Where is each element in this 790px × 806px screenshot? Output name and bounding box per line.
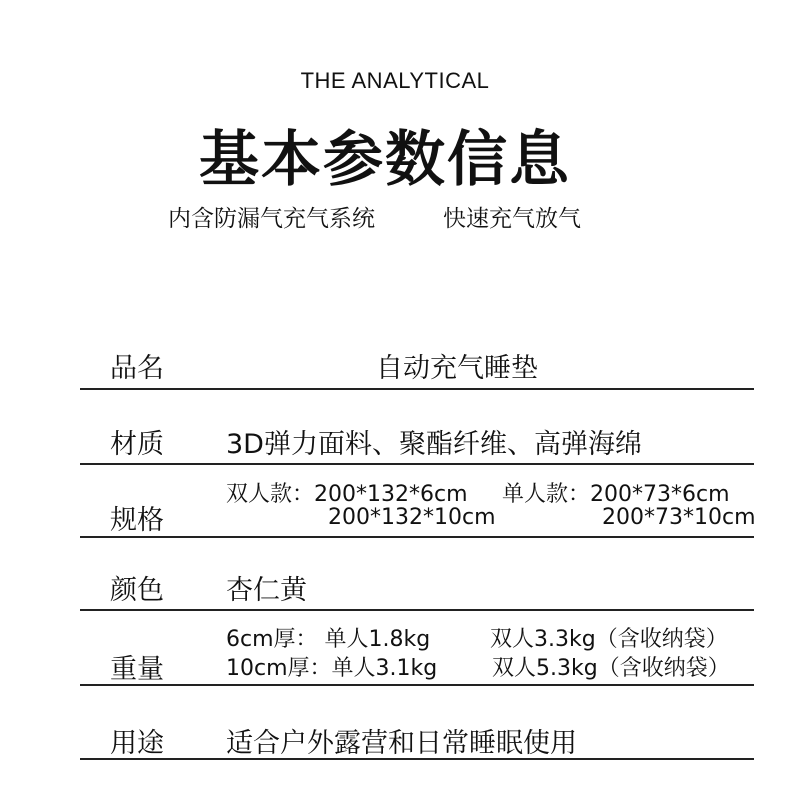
page-title: 基本参数信息	[199, 125, 571, 195]
param-label-use: 用途	[110, 728, 164, 759]
param-label-name: 品名	[110, 353, 164, 384]
param-row-use	[80, 703, 754, 760]
english-heading: THE ANALYTICAL	[300, 68, 490, 93]
weight-10cm-double: 双人5.3kg（含收纳袋）	[492, 656, 730, 681]
param-value-name: 自动充气睡垫	[376, 353, 538, 384]
tagline-fast-inflate: 快速充气放气	[443, 206, 581, 232]
param-value-use: 适合户外露营和日常睡眠使用	[226, 728, 577, 759]
weight-6cm-double: 双人3.3kg（含收纳袋）	[490, 627, 728, 652]
param-label-weight: 重量	[110, 654, 164, 685]
spec-single-10cm: 200*73*10cm	[602, 505, 756, 530]
param-row-spec	[80, 470, 754, 538]
param-value-color: 杏仁黄	[226, 575, 307, 606]
spec-double-10cm: 200*132*10cm	[328, 505, 496, 530]
weight-10cm-single: 10cm厚：单人3.1kg	[226, 656, 438, 681]
weight-6cm-single: 6cm厚： 单人1.8kg	[226, 627, 431, 652]
spec-single-6cm: 单人款：200*73*6cm	[502, 482, 730, 507]
param-row-weight	[80, 617, 754, 686]
param-value-material: 3D弹力面料、聚酯纤维、高弹海绵	[226, 429, 642, 460]
param-row-color	[80, 555, 754, 611]
param-label-color: 颜色	[110, 575, 164, 606]
param-row-material	[80, 410, 754, 465]
tagline-leak-proof: 内含防漏气充气系统	[168, 206, 375, 232]
spec-double-6cm: 双人款：200*132*6cm	[226, 482, 468, 507]
param-label-spec: 规格	[110, 505, 164, 536]
param-row-name	[80, 330, 754, 390]
param-label-material: 材质	[110, 429, 164, 460]
